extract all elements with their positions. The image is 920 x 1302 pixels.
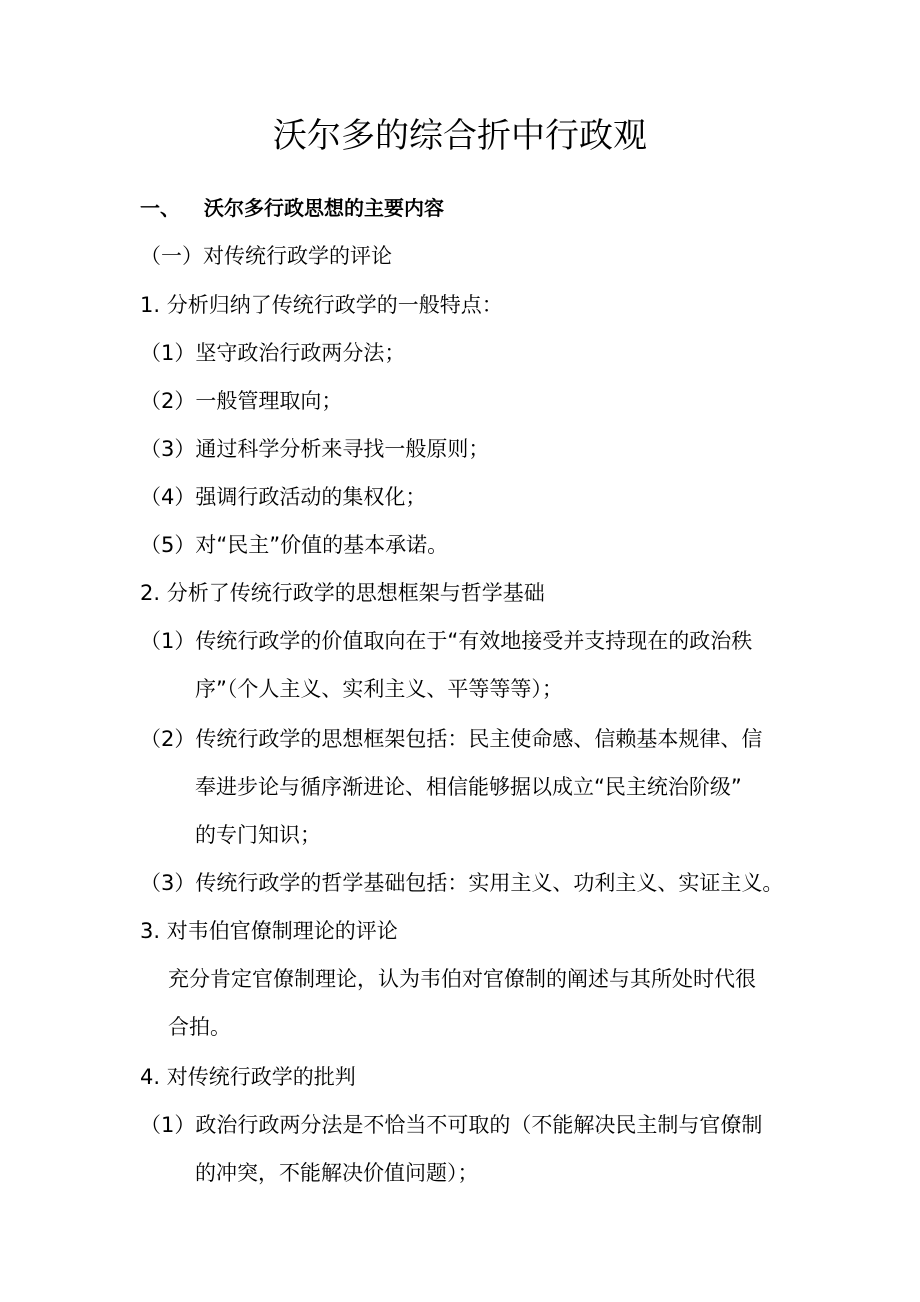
- item-1-point-1: （1）坚守政治行政两分法；: [140, 341, 406, 365]
- item-2-point-2-line-2: 奉进步论与循序渐进论、相信能够据以成立“民主统治阶级”: [195, 775, 742, 799]
- item-3-text-line-2: 合拍。: [168, 1015, 231, 1039]
- item-3-text-line-1: 充分肯定官僚制理论，认为韦伯对官僚制的阐述与其所处时代很: [168, 967, 756, 991]
- item-2-point-1-line-1: （1）传统行政学的价值取向在于“有效地接受并支持现在的政治秩: [140, 629, 753, 653]
- section-heading-1: [140, 193, 444, 223]
- section-heading-text: 沃尔多行政思想的主要内容: [204, 196, 444, 220]
- item-4-point-1-line-1: （1）政治行政两分法是不恰当不可取的（不能解决民主制与官僚制: [140, 1113, 763, 1137]
- item-1-point-3: （3）通过科学分析来寻找一般原则；: [140, 437, 490, 461]
- subsection-heading: （一）对传统行政学的评论: [140, 244, 392, 268]
- item-4-heading: 4. 对传统行政学的批判: [140, 1065, 356, 1089]
- item-1-heading: 1. 分析归纳了传统行政学的一般特点：: [140, 293, 503, 317]
- item-2-point-1-line-2: 序”（个人主义、实利主义、平等等等）；: [195, 677, 563, 701]
- item-1-point-5: （5）对“民主”价值的基本承诺。: [140, 533, 449, 557]
- item-2-point-3: （3）传统行政学的哲学基础包括：实用主义、功利主义、实证主义。: [140, 871, 784, 895]
- item-1-point-2: （2）一般管理取向；: [140, 389, 343, 413]
- section-number: 一、: [140, 196, 180, 220]
- item-1-point-4: （4）强调行政活动的集权化；: [140, 485, 427, 509]
- item-2-heading: 2. 分析了传统行政学的思想框架与哲学基础: [140, 581, 545, 605]
- item-2-point-2-line-1: （2）传统行政学的思想框架包括：民主使命感、信赖基本规律、信: [140, 727, 763, 751]
- document-title: 沃尔多的综合折中行政观: [273, 116, 647, 156]
- item-4-point-1-line-2: 的冲突，不能解决价值问题）；: [195, 1161, 479, 1185]
- item-2-point-2-line-3: 的专门知识；: [195, 823, 321, 847]
- item-3-heading: 3. 对韦伯官僚制理论的评论: [140, 919, 398, 943]
